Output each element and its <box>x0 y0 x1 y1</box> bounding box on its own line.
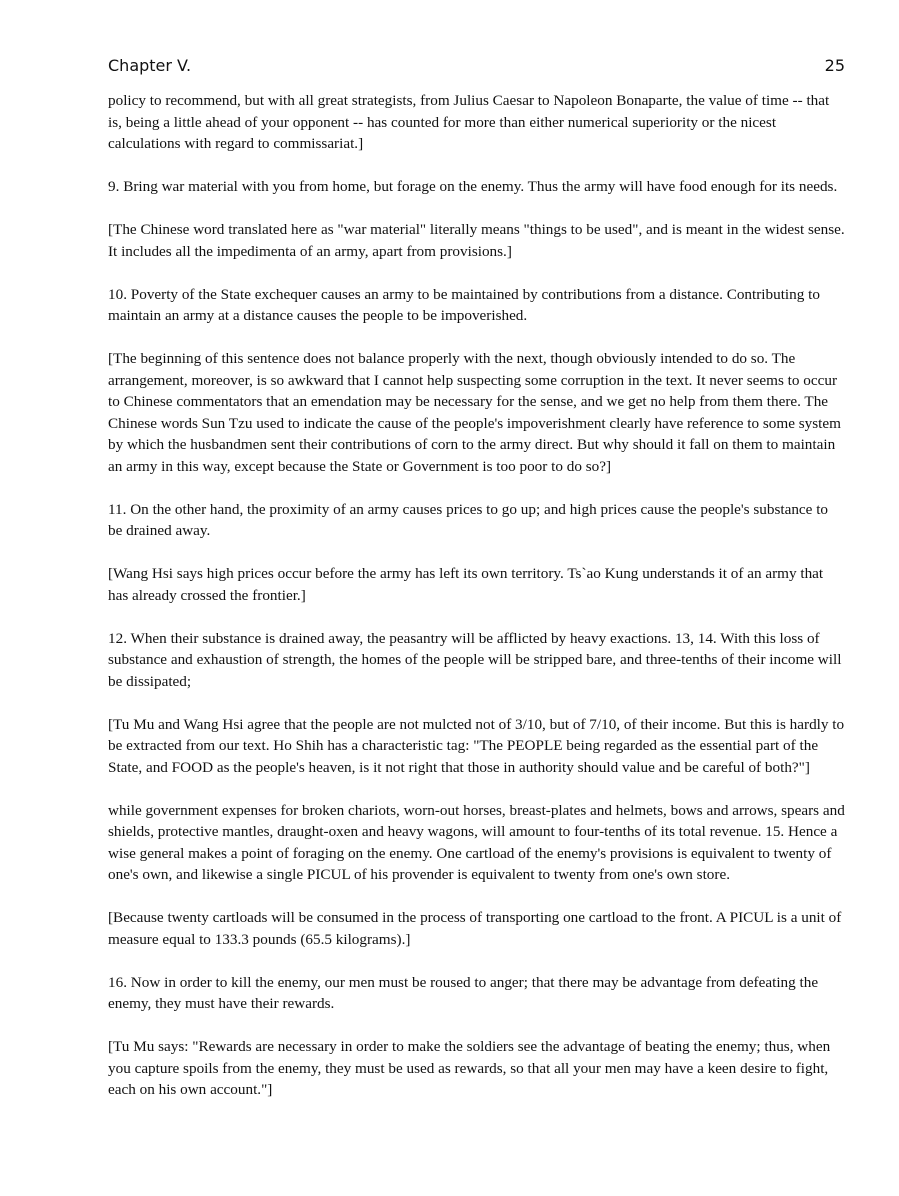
page-header <box>108 56 845 80</box>
paragraph-continuation: policy to recommend, but with all great strategists, from Julius Caesar to Napoleon Bonaparte, the value of time -- that is, being a little ahead of your opponent -- has counted for more than either numerical superiority or the nicest calculations with regard to commissariat.] <box>108 92 830 152</box>
paragraph-verse-10: 10. Poverty of the State exchequer causes an army to be maintained by contributions from a distance. Contributing to maintain an army at a distance causes the people to be impoverished. <box>108 285 820 324</box>
paragraph-commentary-10: [The beginning of this sentence does not balance properly with the next, though obviously intended to do so. The arrangement, moreover, is so awkward that I cannot help suspecting some corruption in the text. It never seems to occur to Chinese commentators that an emendation may be necessary for the sense, and we get no help from them there. The Chinese words Sun Tzu used to indicate the cause of the people's impoverishment clearly have reference to some system by which the husbandmen sent their contributions of corn to the army direct. But why should it fall on them to maintain an army in this way, except because the State or Government is too poor to do so?] <box>108 350 841 475</box>
paragraph-commentary-9: [The Chinese word translated here as "war material" literally means "things to be used", and is meant in the widest sense. It includes all the impedimenta of an army, apart from provisions.] <box>108 221 845 260</box>
page-number: 25 <box>824 56 845 75</box>
chapter-title: Chapter V. <box>108 56 192 75</box>
paragraph-commentary-13-14: [Tu Mu and Wang Hsi agree that the people are not mulcted not of 3/10, but of 7/10, of their income. But this is hardly to be extracted from our text. Ho Shih has a characteristic tag: "The PEOPLE being regarded as the essential part of the State, and FOOD as the people's heaven, is it not right that those in authority should value and be careful of both?"] <box>108 715 845 776</box>
paragraph-verse-12-14: 12. When their substance is drained away, the peasantry will be afflicted by heavy exactions. 13, 14. With this loss of substance and exhaustion of strength, the homes of the people will be stripped bare, and three-tenths of their income will be dissipated; <box>108 629 842 690</box>
paragraph-commentary-11: [Wang Hsi says high prices occur before the army has left its own territory. Ts`ao Kung understands it of an army that has already crossed the frontier.] <box>108 565 824 604</box>
paragraph-verse-11: 11. On the other hand, the proximity of an army causes prices to go up; and high prices cause the people's substance to be drained away. <box>108 500 829 539</box>
paragraph-commentary-16: [Tu Mu says: "Rewards are necessary in order to make the soldiers see the advantage of beating the enemy; thus, when you capture spoils from the enemy, they must be used as rewards, so that all your men may have a keen desire to fight, each on his own account."] <box>108 1038 831 1098</box>
paragraph-verse-14-15: while government expenses for broken chariots, worn-out horses, breast-plates and helmets, bows and arrows, spears and shields, protective mantles, draught-oxen and heavy wagons, will amount to four-tenths of its total revenue. 15. Hence a wise general makes a point of foraging on the enemy. One cartload of the enemy's provisions is equivalent to twenty of one's own, and likewise a single PICUL of his provender is equivalent to twenty from one's own store. <box>108 801 845 883</box>
paragraph-verse-16: 16. Now in order to kill the enemy, our men must be roused to anger; that there may be advantage from defeating the enemy, they must have their rewards. <box>108 973 819 1012</box>
paragraph-commentary-15: [Because twenty cartloads will be consumed in the process of transporting one cartload to the front. A PICUL is a unit of measure equal to 133.3 pounds (65.5 kilograms).] <box>108 909 842 948</box>
page-body <box>108 90 845 1122</box>
paragraph-verse-9: 9. Bring war material with you from home, but forage on the enemy. Thus the army will have food enough for its needs. <box>108 178 838 195</box>
